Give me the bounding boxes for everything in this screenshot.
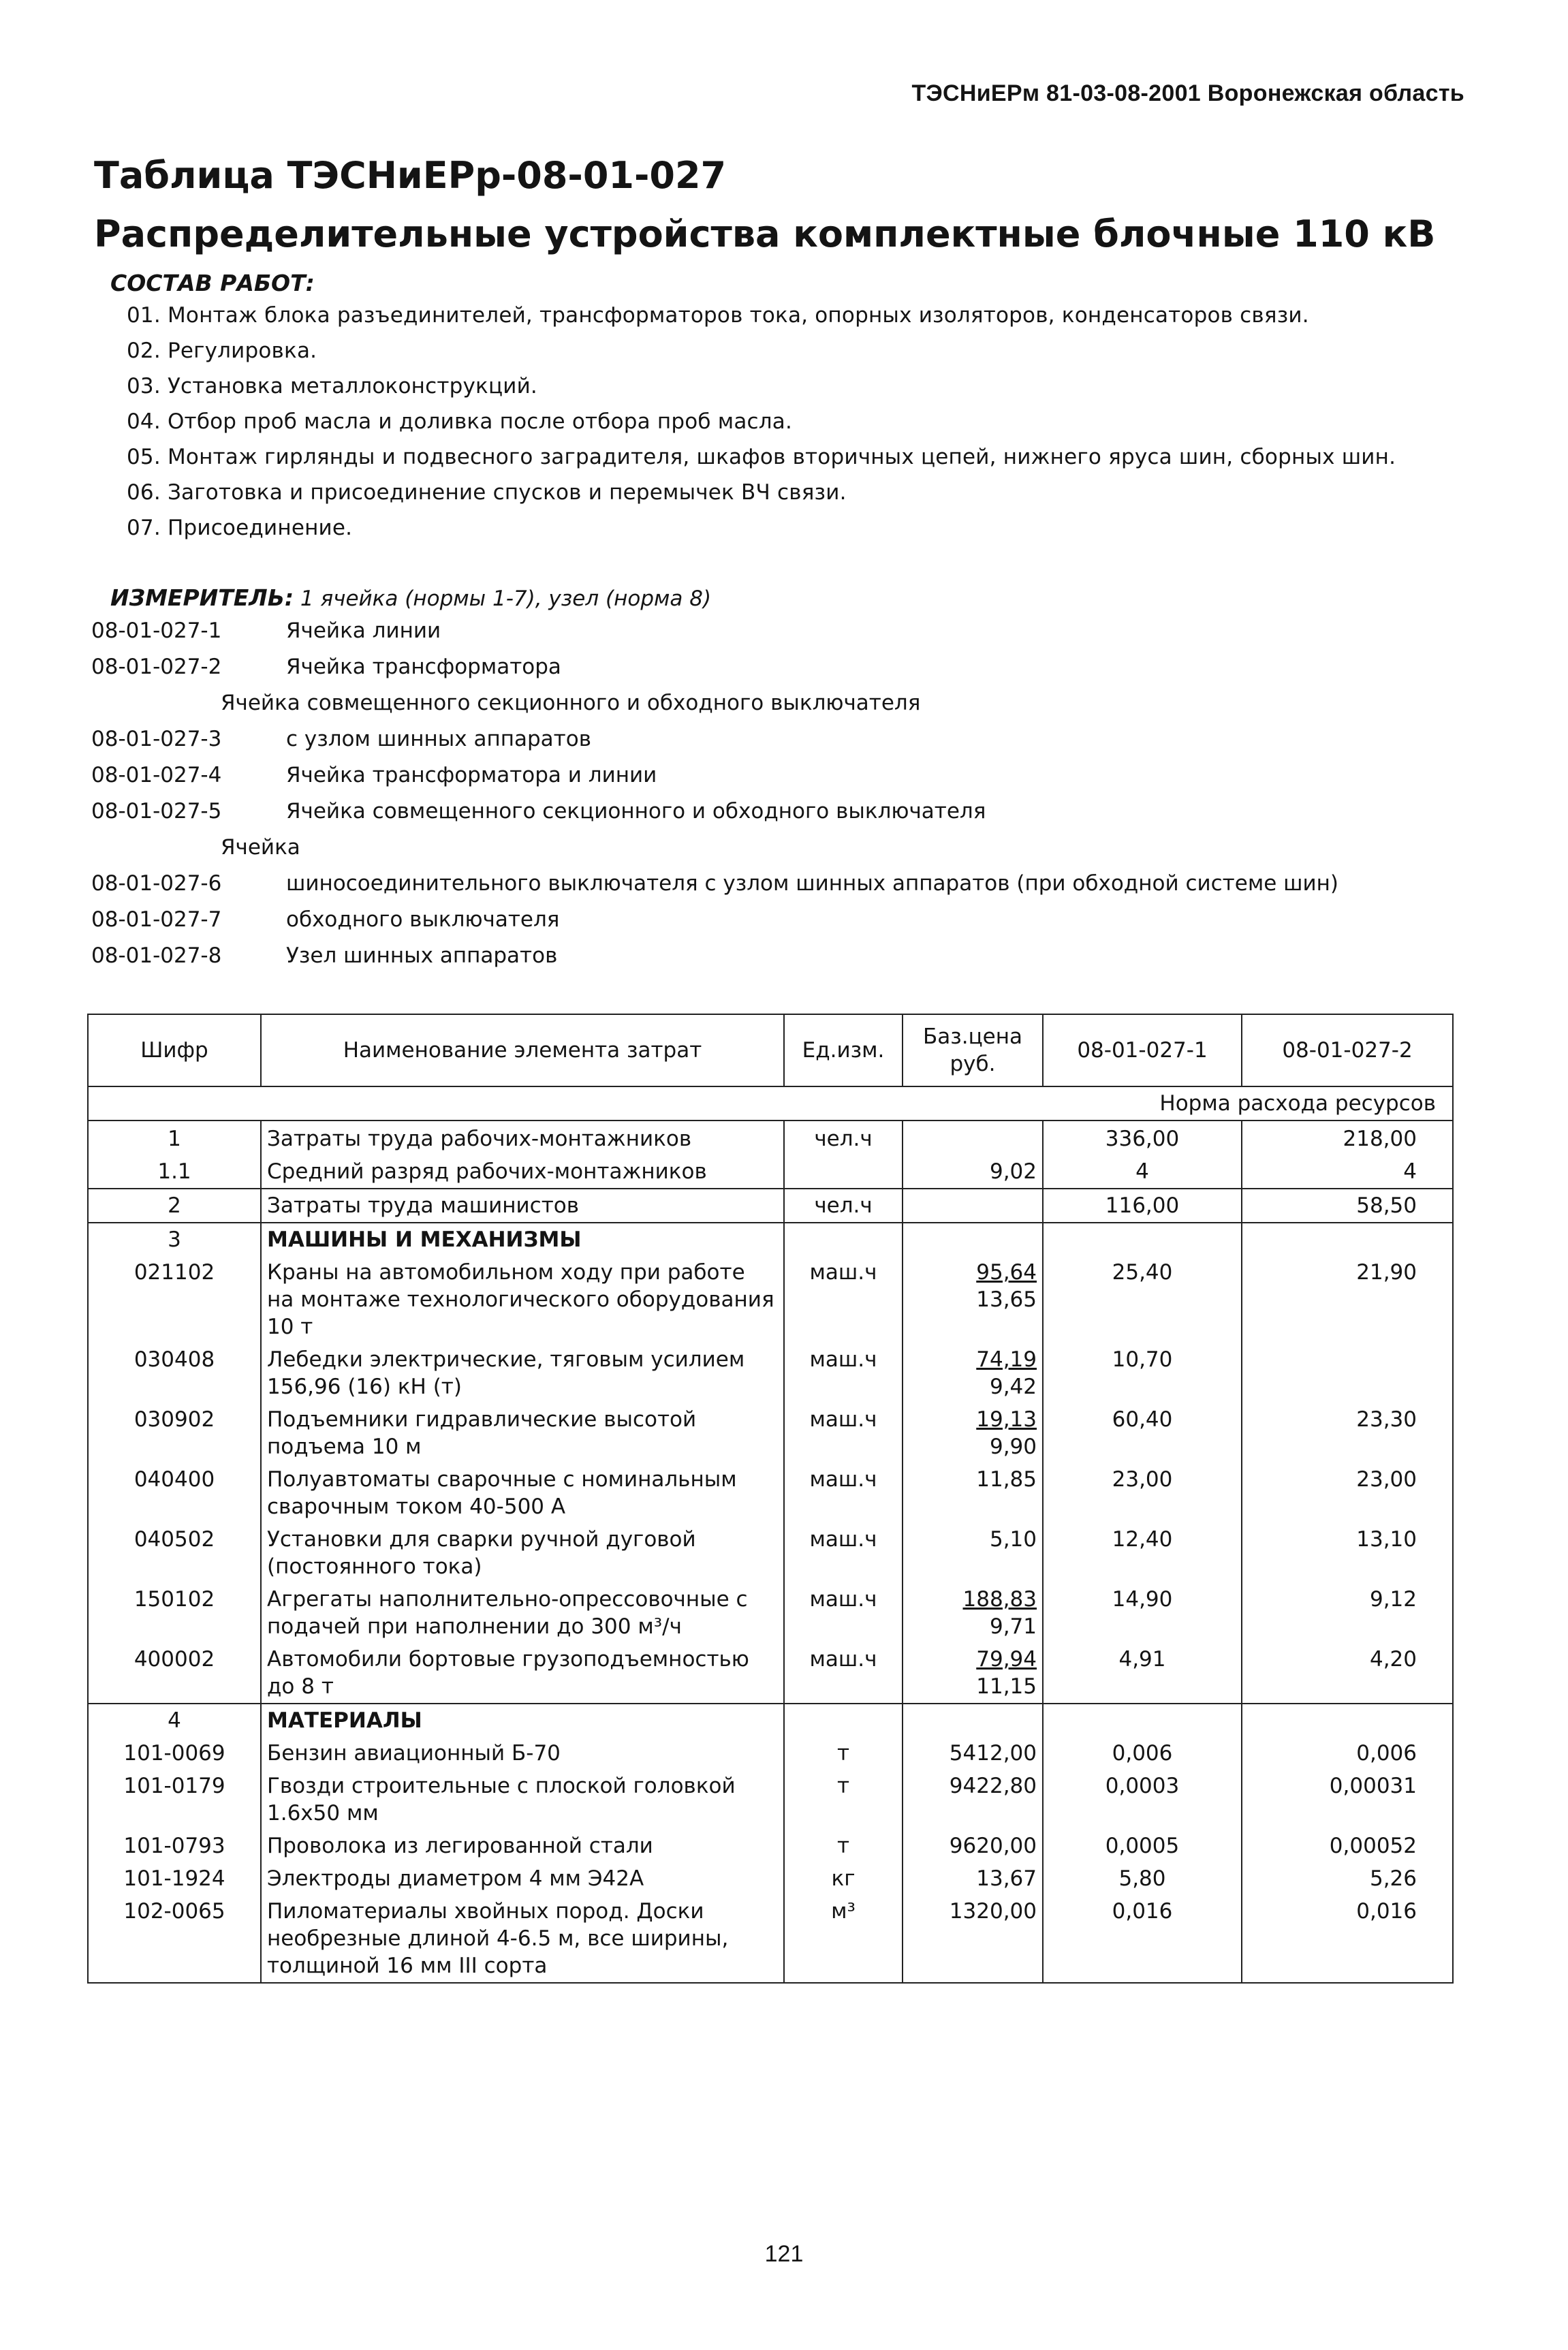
- cell-price-value: 9422,80: [949, 1774, 1037, 1798]
- cell-unit: маш.ч: [784, 1643, 903, 1704]
- cell-code: 101-1924: [88, 1862, 261, 1895]
- table-group-header: [88, 1223, 1453, 1256]
- cell-norm-1: 25,40: [1043, 1256, 1242, 1343]
- cell-unit: чел.ч: [784, 1121, 903, 1155]
- code-row: [91, 938, 1454, 974]
- cell-norm-1: 10,70: [1043, 1343, 1242, 1403]
- cell-name: Краны на автомобильном ходу при работе на монтаже технологического оборудования 10 т: [261, 1256, 784, 1343]
- code-row: [91, 830, 1454, 866]
- cell-code: 400002: [88, 1643, 261, 1704]
- cell-price: [903, 1343, 1043, 1403]
- cell-name: Гвозди строительные с плоской головкой 1.6х50 мм: [261, 1770, 784, 1830]
- cell-code: 030902: [88, 1403, 261, 1463]
- cell-norm-2: 0,00052: [1242, 1830, 1453, 1862]
- cell-code: 150102: [88, 1583, 261, 1643]
- composition-label: СОСТАВ РАБОТ:: [110, 270, 315, 296]
- table-row: [88, 1155, 1453, 1189]
- cell-price-wage: 13,65: [976, 1287, 1037, 1312]
- running-header: ТЭСНиЕРм 81-03-08-2001 Воронежская область: [911, 80, 1464, 106]
- code-description: с узлом шинных аппаратов: [286, 727, 591, 751]
- table-row: [88, 1121, 1453, 1155]
- table-group-header: [88, 1704, 1453, 1737]
- cell-price: [903, 1189, 1043, 1223]
- table-row: [88, 1403, 1453, 1463]
- code-row: [91, 685, 1454, 721]
- cell-code: 101-0793: [88, 1830, 261, 1862]
- code-number: 08-01-027-6: [91, 871, 222, 896]
- cell-name: Лебедки электрические, тяговым усилием 156,96 (16) кН (т): [261, 1343, 784, 1403]
- cell-norm-2: 23,00: [1242, 1463, 1453, 1523]
- cell-norm-1: 4,91: [1043, 1643, 1242, 1704]
- cell-norm-2: [1242, 1704, 1453, 1737]
- cell-price: [903, 1830, 1043, 1862]
- cell-price-wage: 9,42: [989, 1375, 1037, 1399]
- cell-price-value: 19,13: [976, 1407, 1037, 1432]
- cell-price-wage: 9,90: [989, 1435, 1037, 1459]
- cell-norm-1: 60,40: [1043, 1403, 1242, 1463]
- cell-name: Затраты труда рабочих-монтажников: [261, 1121, 784, 1155]
- code-description: Ячейка совмещенного секционного и обходного выключателя: [286, 799, 986, 824]
- code-row: [91, 649, 1454, 685]
- cell-code: 101-0069: [88, 1737, 261, 1770]
- cell-price-value: 11,85: [976, 1467, 1037, 1492]
- cell-unit: т: [784, 1737, 903, 1770]
- table-row: [88, 1256, 1453, 1343]
- cell-price: [903, 1895, 1043, 1983]
- cell-unit: [784, 1704, 903, 1737]
- code-description: Ячейка: [221, 835, 300, 860]
- cell-price-value: 5,10: [989, 1527, 1037, 1552]
- norm-label-row: [88, 1086, 1453, 1121]
- cell-norm-2: [1242, 1343, 1453, 1403]
- code-description: шиносоединительного выключателя с узлом шинных аппаратов (при обходной системе шин): [286, 871, 1339, 896]
- cell-norm-1: 14,90: [1043, 1583, 1242, 1643]
- cell-name: Полуавтоматы сварочные с номинальным сварочным током 40-500 А: [261, 1463, 784, 1523]
- page-number: 121: [764, 2241, 804, 2267]
- cell-code: 040502: [88, 1523, 261, 1583]
- code-row: [91, 757, 1454, 794]
- code-number: 08-01-027-5: [91, 799, 222, 824]
- cell-unit: маш.ч: [784, 1523, 903, 1583]
- cell-price: [903, 1121, 1043, 1155]
- cell-unit: маш.ч: [784, 1403, 903, 1463]
- cell-name: Средний разряд рабочих-монтажников: [261, 1155, 784, 1189]
- cell-norm-1: 23,00: [1043, 1463, 1242, 1523]
- meter: [110, 584, 711, 611]
- work-item: 03. Установка металлоконструкций.: [127, 374, 537, 398]
- cell-norm-1: 336,00: [1043, 1121, 1242, 1155]
- table-header-row: [88, 1014, 1453, 1086]
- cell-code: 1: [88, 1121, 261, 1155]
- cell-name: Бензин авиационный Б-70: [261, 1737, 784, 1770]
- cell-norm-1: 0,006: [1043, 1737, 1242, 1770]
- cell-unit: маш.ч: [784, 1583, 903, 1643]
- code-row: [91, 866, 1454, 902]
- code-number: 08-01-027-1: [91, 618, 222, 643]
- code-number: 08-01-027-8: [91, 943, 222, 968]
- cell-price: [903, 1770, 1043, 1830]
- resource-table: [87, 1014, 1454, 1984]
- code-description: обходного выключателя: [286, 907, 560, 932]
- cell-name: Агрегаты наполнительно-опрессовочные с подачей при наполнении до 300 м³/ч: [261, 1583, 784, 1643]
- code-row: [91, 613, 1454, 649]
- cell-norm-1: 0,0003: [1043, 1770, 1242, 1830]
- table-row: [88, 1737, 1453, 1770]
- work-item: 07. Присоединение.: [127, 516, 353, 540]
- code-description: Ячейка трансформатора: [286, 655, 561, 679]
- cell-code: 2: [88, 1189, 261, 1223]
- cell-price: [903, 1155, 1043, 1189]
- cell-code: 102-0065: [88, 1895, 261, 1983]
- cell-norm-2: 23,30: [1242, 1403, 1453, 1463]
- cell-price: [903, 1463, 1043, 1523]
- cell-price-value: 79,94: [976, 1647, 1037, 1672]
- cell-norm-1: 4: [1043, 1155, 1242, 1189]
- col-header-price: Баз.цена руб.: [903, 1014, 1043, 1086]
- cell-norm-2: 9,12: [1242, 1583, 1453, 1643]
- cell-unit: кг: [784, 1862, 903, 1895]
- col-header-norm-1: 08-01-027-1: [1043, 1014, 1242, 1086]
- cell-norm-2: 0,006: [1242, 1737, 1453, 1770]
- code-row: [91, 794, 1454, 830]
- cell-code: 101-0179: [88, 1770, 261, 1830]
- norm-label: Норма расхода ресурсов: [88, 1086, 1453, 1121]
- cell-norm-1: 0,0005: [1043, 1830, 1242, 1862]
- table-row: [88, 1770, 1453, 1830]
- code-description: Ячейка линии: [286, 618, 441, 643]
- cell-price-wage: 11,15: [976, 1674, 1037, 1699]
- code-number: 08-01-027-7: [91, 907, 222, 932]
- cell-norm-1: 12,40: [1043, 1523, 1242, 1583]
- cell-unit: маш.ч: [784, 1463, 903, 1523]
- cell-price: [903, 1704, 1043, 1737]
- cell-name: Электроды диаметром 4 мм Э42А: [261, 1862, 784, 1895]
- code-row: [91, 721, 1454, 757]
- cell-price-value: 13,67: [976, 1866, 1037, 1891]
- cell-norm-2: 4: [1242, 1155, 1453, 1189]
- meter-label: ИЗМЕРИТЕЛЬ:: [110, 584, 294, 611]
- cell-price-value: 1320,00: [949, 1899, 1037, 1924]
- work-item: 05. Монтаж гирлянды и подвесного заградителя, шкафов вторичных цепей, нижнего яруса шин, сборных шин.: [127, 445, 1396, 469]
- cell-price-value: 188,83: [962, 1587, 1037, 1612]
- table-row: [88, 1189, 1453, 1223]
- table-row: [88, 1463, 1453, 1523]
- cell-price: [903, 1583, 1043, 1643]
- cell-norm-2: 4,20: [1242, 1643, 1453, 1704]
- work-item: 02. Регулировка.: [127, 339, 317, 363]
- cell-norm-2: [1242, 1223, 1453, 1256]
- cell-price: [903, 1403, 1043, 1463]
- cell-name: МАТЕРИАЛЫ: [261, 1704, 784, 1737]
- table-title: Таблица ТЭСНиЕРр-08-01-027: [94, 154, 727, 197]
- cell-price: [903, 1523, 1043, 1583]
- cell-name: Затраты труда машинистов: [261, 1189, 784, 1223]
- cell-name: Автомобили бортовые грузоподъемностью до 8 т: [261, 1643, 784, 1704]
- cell-name: МАШИНЫ И МЕХАНИЗМЫ: [261, 1223, 784, 1256]
- table-subtitle: Распределительные устройства комплектные блочные 110 кВ: [94, 213, 1436, 255]
- cell-price: [903, 1862, 1043, 1895]
- cell-code: 1.1: [88, 1155, 261, 1189]
- cell-code: 3: [88, 1223, 261, 1256]
- table-row: [88, 1895, 1453, 1983]
- code-row: [91, 902, 1454, 938]
- cell-norm-2: 218,00: [1242, 1121, 1453, 1155]
- code-number: 08-01-027-3: [91, 727, 222, 751]
- work-list: [127, 302, 1439, 542]
- cell-price-value: 9,02: [989, 1159, 1037, 1184]
- table-row: [88, 1343, 1453, 1403]
- cell-norm-2: 5,26: [1242, 1862, 1453, 1895]
- code-number: 08-01-027-2: [91, 655, 222, 679]
- cell-code: 4: [88, 1704, 261, 1737]
- work-item: 06. Заготовка и присоединение спусков и перемычек ВЧ связи.: [127, 480, 847, 505]
- cell-norm-1: [1043, 1704, 1242, 1737]
- cell-norm-2: 0,00031: [1242, 1770, 1453, 1830]
- cell-name: Пиломатериалы хвойных пород. Доски необрезные длиной 4-6.5 м, все ширины, толщиной 16 мм III сорта: [261, 1895, 784, 1983]
- cell-price-value: 5412,00: [949, 1741, 1037, 1766]
- code-description: Ячейка трансформатора и линии: [286, 763, 657, 787]
- table-row: [88, 1830, 1453, 1862]
- cell-norm-2: 21,90: [1242, 1256, 1453, 1343]
- cell-unit: чел.ч: [784, 1189, 903, 1223]
- code-description: Узел шинных аппаратов: [286, 943, 558, 968]
- cell-price-value: 95,64: [976, 1260, 1037, 1285]
- cell-unit: маш.ч: [784, 1343, 903, 1403]
- cell-norm-1: 116,00: [1043, 1189, 1242, 1223]
- cell-price-value: 74,19: [976, 1347, 1037, 1372]
- cell-norm-2: 0,016: [1242, 1895, 1453, 1983]
- meter-value: 1 ячейка (нормы 1-7), узел (норма 8): [300, 586, 712, 611]
- work-item: 04. Отбор проб масла и доливка после отбора проб масла.: [127, 409, 793, 434]
- cell-code: 021102: [88, 1256, 261, 1343]
- cell-unit: [784, 1155, 903, 1189]
- cell-price-wage: 9,71: [989, 1614, 1037, 1639]
- work-item: 01. Монтаж блока разъединителей, трансформаторов тока, опорных изоляторов, конденсаторов связи.: [127, 303, 1309, 328]
- code-list: [91, 613, 1454, 974]
- col-header-name: Наименование элемента затрат: [261, 1014, 784, 1086]
- cell-name: Установки для сварки ручной дуговой (постоянного тока): [261, 1523, 784, 1583]
- cell-price: [903, 1737, 1043, 1770]
- cell-price-value: 9620,00: [949, 1834, 1037, 1858]
- table-row: [88, 1583, 1453, 1643]
- cell-norm-1: 0,016: [1043, 1895, 1242, 1983]
- cell-price: [903, 1643, 1043, 1704]
- cell-norm-2: 58,50: [1242, 1189, 1453, 1223]
- col-header-unit: Ед.изм.: [784, 1014, 903, 1086]
- cell-unit: [784, 1223, 903, 1256]
- cell-price: [903, 1223, 1043, 1256]
- cell-code: 030408: [88, 1343, 261, 1403]
- col-header-norm-2: 08-01-027-2: [1242, 1014, 1453, 1086]
- table-row: [88, 1643, 1453, 1704]
- cell-norm-2: 13,10: [1242, 1523, 1453, 1583]
- table-row: [88, 1523, 1453, 1583]
- cell-unit: м³: [784, 1895, 903, 1983]
- cell-code: 040400: [88, 1463, 261, 1523]
- cell-norm-1: 5,80: [1043, 1862, 1242, 1895]
- col-header-code: Шифр: [88, 1014, 261, 1086]
- cell-unit: т: [784, 1770, 903, 1830]
- cell-unit: т: [784, 1830, 903, 1862]
- cell-price: [903, 1256, 1043, 1343]
- table-row: [88, 1862, 1453, 1895]
- code-number: 08-01-027-4: [91, 763, 222, 787]
- code-description: Ячейка совмещенного секционного и обходного выключателя: [221, 691, 921, 715]
- cell-norm-1: [1043, 1223, 1242, 1256]
- cell-name: Проволока из легированной стали: [261, 1830, 784, 1862]
- cell-unit: маш.ч: [784, 1256, 903, 1343]
- cell-name: Подъемники гидравлические высотой подъема 10 м: [261, 1403, 784, 1463]
- work-composition: [110, 270, 1439, 550]
